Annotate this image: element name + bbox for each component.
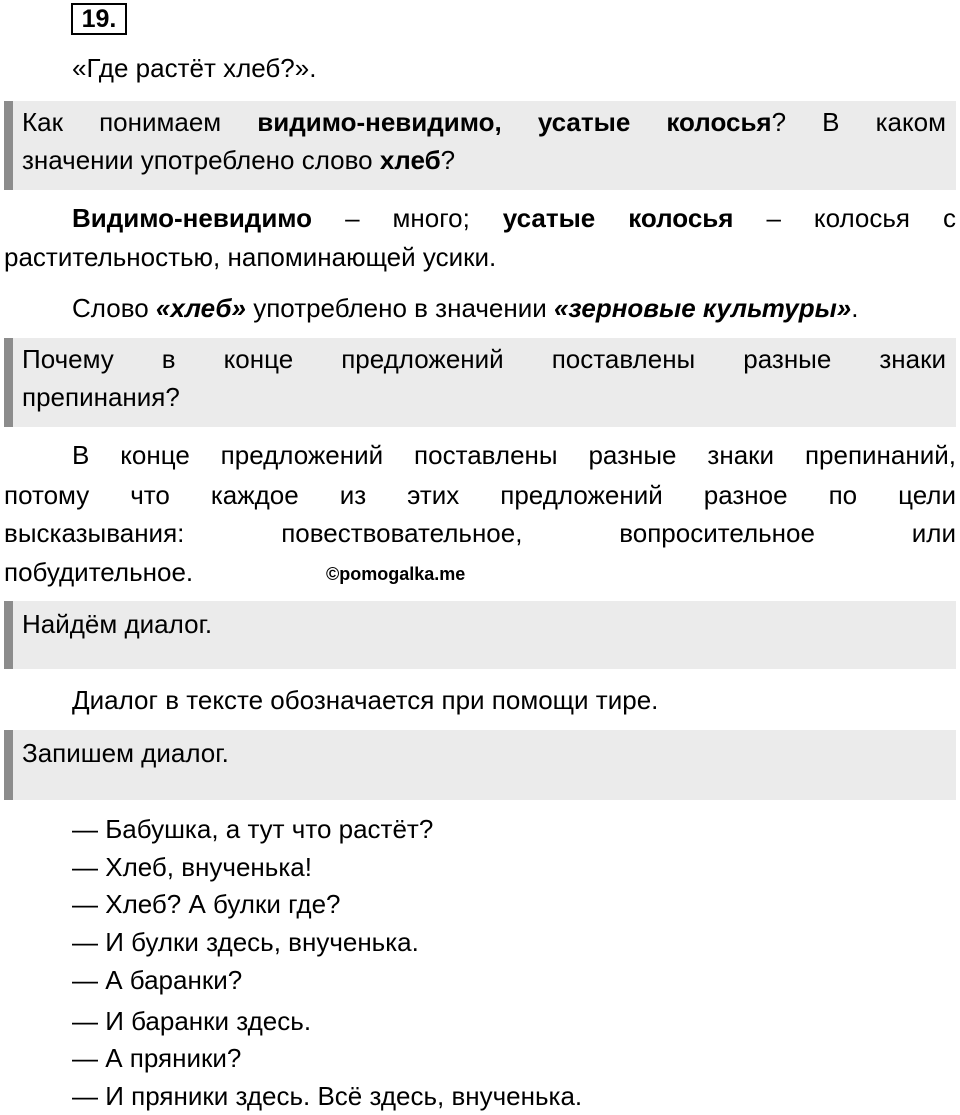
answer-2: Слово «хлеб» употреблено в значении «зерновые культуры». [72,293,859,323]
question-4-text: Запишем диалог. [22,738,229,768]
question-3-text: Найдём диалог. [22,609,213,639]
task-number: 19. [71,3,127,35]
question-block-2 [4,338,956,427]
question-block-3 [4,601,956,669]
question-2-line-1: Почему в конце предложений поставлены разные знаки [22,344,946,374]
dialog-line: — Бабушка, а тут что растёт? [72,814,434,844]
question-1-line-2: значении употреблено слово хлеб? [22,145,456,175]
answer-3-line-3: высказывания: повествовательное, вопросительное или [4,518,956,548]
dialog-line: — И баранки здесь. [72,1006,312,1036]
question-1-line-1: Как понимаем видимо-невидимо, усатые колосья? В каком [22,107,946,137]
question-2-line-2: препинания? [22,382,180,412]
dialog-line: — Хлеб? А булки где? [72,889,341,919]
question-block-4 [4,730,956,800]
answer-3-line-1: В конце предложений поставлены разные знаки препинаний, [72,440,956,470]
dialog-line: — А пряники? [72,1043,242,1073]
watermark: ©pomogalka.me [326,564,466,584]
dialog-line: — Хлеб, внученька! [72,852,312,882]
answer-3-line-4: побудительное. [4,557,194,587]
dialog-line: — И булки здесь, внученька. [72,927,419,957]
dialog-line: — И пряники здесь. Всё здесь, внученька. [72,1081,583,1111]
answer-4: Диалог в тексте обозначается при помощи тире. [72,685,659,715]
answer-1-line-2: растительностью, напоминающей усики. [4,242,497,272]
dialog-line: — А баранки? [72,965,243,995]
question-block-1 [4,101,956,190]
story-title: «Где растёт хлеб?». [72,53,317,83]
answer-1-line-1: Видимо-невидимо – много; усатые колосья – колосья с [72,203,956,233]
answer-3-line-2: потому что каждое из этих предложений разное по цели [4,480,956,510]
